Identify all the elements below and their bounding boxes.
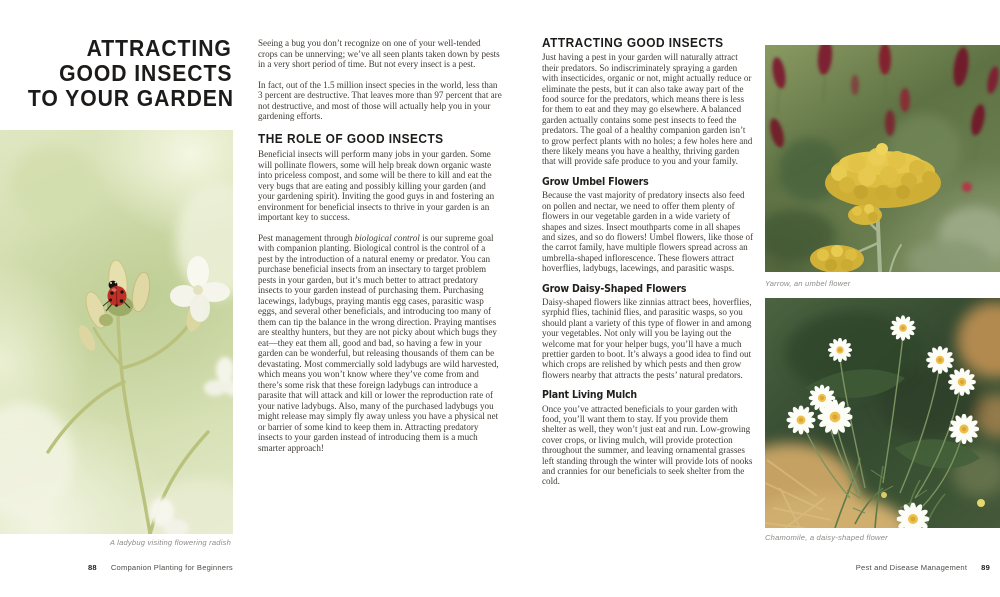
section-heading: THE ROLE OF GOOD INSECTS <box>258 131 444 146</box>
ladybug-photo-caption: A ladybug visiting flowering radish <box>109 538 231 547</box>
footer-chapter-title: Pest and Disease Management <box>855 563 968 572</box>
section-heading: ATTRACTING GOOD INSECTS <box>542 36 724 50</box>
page-number: 88 <box>88 563 97 572</box>
body-paragraph: Daisy-shaped flowers like zinnias attract bees, hoverflies, syrphid flies, tachinid flies, and parasitic wasps, so you should plant a variety of this type of flower in and among your vegetables. Not only will you be laying out the welcome mat for your helper bugs, you’ll have a much prettier garden to boot. It’s always a good idea to find out which crops are relished by which pests and then grow flowers nearby that attracts the pests’ natural predators. <box>542 296 752 380</box>
paragraph-text: Pest management through <box>258 232 355 243</box>
body-paragraph: In fact, out of the 1.5 million insect species in the world, less than 3 percent are destructive. That leaves more than 97 percent that are not destructive, and most of those will actually help you in your gardening efforts. <box>258 79 502 121</box>
body-paragraph: Beneficial insects will perform many jobs in your garden. Some will pollinate flowers, some will help break down organic waste into priceless compost, and some will be there to kill and eat the very bugs that are eating and possibly killing your garden (and your gardening spirit). Inviting the good guys in and fostering an environment for beneficial insects to thrive in your garden is an important key to success. <box>258 149 495 222</box>
chamomile-photo-caption: Chamomile, a daisy-shaped flower <box>765 533 888 542</box>
chapter-title-line: TO YOUR GARDEN <box>27 85 235 111</box>
body-paragraph: Once you’ve attracted beneficials to your garden with food, you’ll want them to stay. If you provide them shelter as well, they won’t just eat and run. Low-growing cover crops, or living mulch, will provide protection throughout the summer, and leaving ornamental grasses left standing through the winter will provide lots of nooks and crannies for our beneficials to seek shelter from the cold. <box>542 403 753 487</box>
footer-book-title: Companion Planting for Beginners <box>110 563 233 572</box>
subsection-heading: Grow Daisy-Shaped Flowers <box>542 282 687 295</box>
subsection-heading: Plant Living Mulch <box>542 389 637 402</box>
subsection-heading: Grow Umbel Flowers <box>542 175 649 188</box>
chapter-title-line: ATTRACTING <box>86 35 232 61</box>
page-number: 89 <box>981 563 990 572</box>
body-paragraph <box>258 233 502 454</box>
yarrow-photo-illustration <box>765 45 1000 272</box>
body-paragraph: Because the vast majority of predatory insects also feed on pollen and nectar, we need to offer them plenty of flowers in our vegetable garden in a wide variety of shapes and sizes. Insect mouthparts come in all shapes and sizes, and so do flowers! Umbel flowers, like those of the carrot family, have multiple flowers spread across an umbrella-shaped inflorescence. These flowers attract hoverflies, ladybugs, lacewings, and parasitic wasps. <box>542 190 754 274</box>
left-page-footer <box>88 563 233 572</box>
ladybug-photo <box>0 130 233 534</box>
chamomile-photo-illustration <box>765 298 1000 528</box>
chamomile-photo <box>765 298 1000 528</box>
blurred-flower-highlights <box>0 145 233 534</box>
ladybug-photo-illustration <box>0 130 233 534</box>
right-page-text-column <box>542 38 754 497</box>
chapter-title <box>10 35 235 111</box>
right-page-footer <box>856 563 990 572</box>
yarrow-photo <box>765 45 1000 272</box>
italic-term: biological control <box>354 232 420 243</box>
chapter-title-line: GOOD INSECTS <box>58 60 232 86</box>
left-page-text-column <box>258 38 502 463</box>
yarrow-photo-caption: Yarrow, an umbel flower <box>765 279 851 288</box>
body-paragraph: Just having a pest in your garden will naturally attract their predators. So indiscriminately spraying a garden with insecticides, organic or not, might actually reduce or eliminate the pests, but it can also take away part of the food source for the predators, which means there is less for them to eat and they may go elsewhere. A balanced garden actually contains some pest insects to feed the predators. The goal of a healthy companion garden isn’t to grow perfect plants with no holes; a few holes here and there likely means you have a healthy, thriving garden that will provide safe produce to you and your family. <box>542 52 753 167</box>
paragraph-text: is our supreme goal with companion planting. Biological control is the control of a pest by the introduction of a natural enemy or predator. You can purchase beneficial insects from an insectary to target problem pests in your garden, but it’s much better to attract predatory insects to your garden instead of purchasing them. Purchasing lacewings, ladybugs, praying mantis egg cases, parasitic wasp eggs, and several other beneficials, and introducing too many of them can tip the balance in the wrong direction. Praying mantises are stealthy hunters, but they are not picky about which bugs they eat—they eat them all, good and bad, so having a few in your garden can be wonderful, but releasing thousands of them can be devastating. Most commercially sold ladybugs are wild harvested, which means you won’t know where they’ve come from and there’s some risk that these foreign ladybugs can introduce a parasite that will attack and kill or lower the reproduction rate of your native ladybugs. Also, many of the purchased ladybugs you might release may simply fly away unless you have a physical net or barrier of some kind to keep them in. Attracting predatory insects to your garden instead of introducing them is a much smarter approach! <box>258 232 499 453</box>
body-paragraph: Seeing a bug you don’t recognize on one of your well-tended crops can be unnerving; we’ve all seen plants taken down by pests in a very short period of time. But not every insect is a pest. <box>258 38 500 69</box>
